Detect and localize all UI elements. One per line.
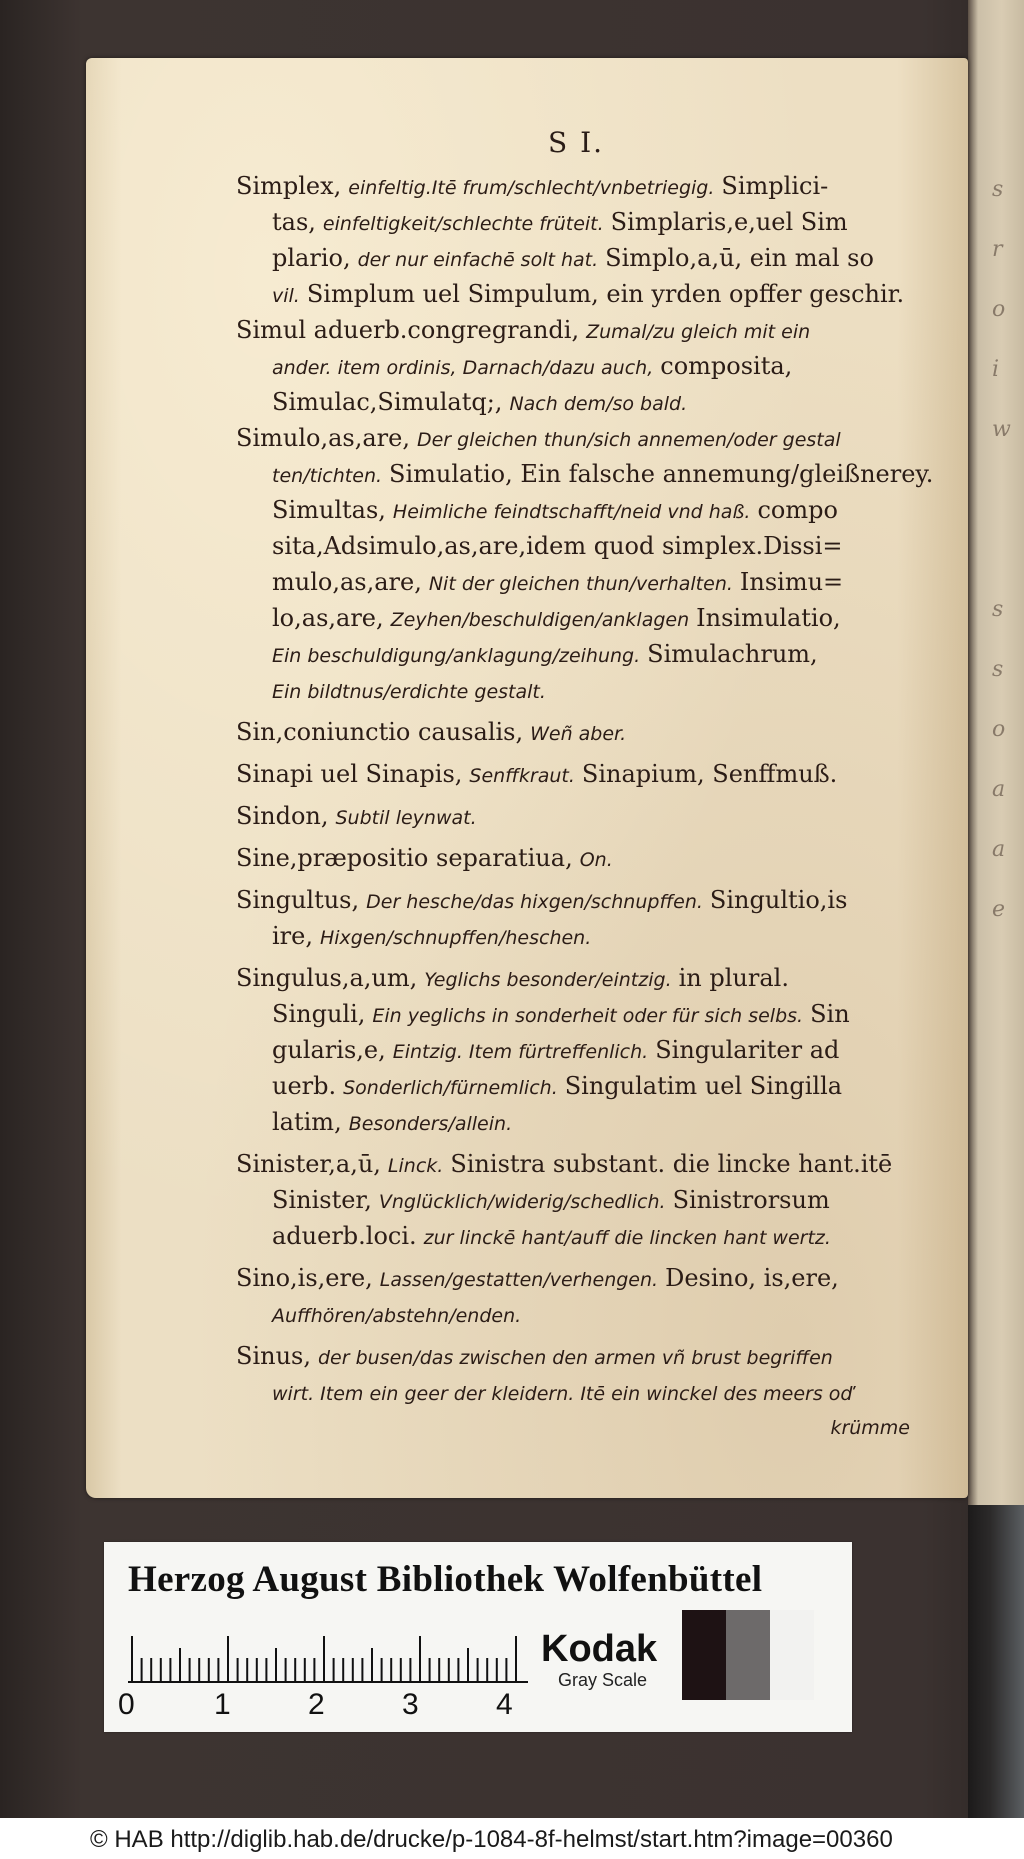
text-line [236,240,916,276]
latin-term: Simplo,a,ū, ein mal so [605,244,874,272]
latin-term: Simulatio, Ein falsche annemung/gleißnerey. [389,460,934,488]
german-gloss: Ein beschuldigung/anklagung/zeihung. [272,645,641,667]
german-gloss: einfeltigkeit/schlechte früteit. [322,213,604,235]
gray-swatch-mid [726,1610,770,1700]
latin-term: Simplex, [236,172,342,200]
latin-term: Sindon, [236,802,329,830]
german-gloss: Senffkraut. [469,765,575,787]
text-line [236,456,934,492]
german-gloss: ander. item ordinis, Darnach/dazu auch, [272,357,654,379]
german-gloss: Eintzig. Item fürtreffenlich. [392,1041,649,1063]
text-line [236,996,916,1032]
text-line [236,1296,916,1332]
latin-term: Sino,is,ere, [236,1264,373,1292]
copyright-link[interactable]: © HAB http://diglib.hab.de/drucke/p-1084-8f-helmst/start.htm?image=00360 [90,1826,893,1853]
color-calibration-card [104,1542,852,1732]
latin-term: Singultio,is [709,886,848,914]
german-gloss: der nur einfachē solt hat. [357,249,599,271]
latin-term: uerb. [272,1072,337,1100]
latin-term: compo [757,496,838,524]
latin-term: Singulatim uel Singilla [564,1072,843,1100]
german-gloss: ten/tichten. [272,465,383,487]
library-name: Herzog August Bibliothek Wolfenbüttel [128,1559,763,1600]
text-line [236,204,916,240]
text-line [236,1218,916,1254]
latin-term: plario, [272,244,351,272]
dictionary-text-block [236,168,934,1446]
german-gloss: Lassen/gestatten/verhengen. [379,1269,659,1291]
latin-term: Simultas, [272,496,386,524]
text-line [236,1068,916,1104]
text-line [236,1104,916,1140]
ruler-number-1: 1 [214,1688,231,1721]
latin-term: aduerb.loci. [272,1222,417,1250]
latin-term: Insimu= [739,568,844,596]
german-gloss: Sonderlich/fürnemlich. [343,1077,558,1099]
german-gloss: Hixgen/schnupffen/heschen. [319,927,592,949]
text-line [236,1182,916,1218]
german-gloss: Der hesche/das hixgen/schnupffen. [366,891,703,913]
latin-term: Simulachrum, [647,640,818,668]
text-line [236,168,916,204]
german-gloss: Nach dem/so bald. [509,393,688,415]
text-line [236,672,916,708]
text-line [236,756,916,792]
latin-term: in plural. [678,964,789,992]
text-line [236,564,916,600]
german-gloss: zur linckē hant/auff die lincken hant wertz. [423,1227,831,1249]
text-line [236,960,916,996]
latin-term: Singulariter ad [655,1036,840,1064]
german-gloss: der busen/das zwischen den armen vñ brust begriffen [317,1347,833,1369]
kodak-logo: Kodak [541,1628,658,1670]
german-gloss: wirt. Item ein geer der kleidern. Itē ein winckel des meers oď [272,1383,853,1405]
latin-term: Insimulatio, [696,604,841,632]
text-line [236,1146,916,1182]
latin-term: Simplum uel Simpulum, ein yrden opffer geschir. [306,280,905,308]
ruler-number-2: 2 [308,1688,325,1721]
latin-term: Sinister,a,ū, [236,1150,381,1178]
gray-swatch-dark [682,1610,726,1700]
latin-term: Simul aduerb.congregrandi, [236,316,580,344]
german-gloss: Vnglücklich/widerig/schedlich. [378,1191,666,1213]
measurement-ruler [128,1634,528,1686]
text-line [236,276,916,312]
text-line [236,1260,916,1296]
german-gloss: Heimliche feindtschafft/neid vnd haß. [392,501,751,523]
gray-scale-label: Gray Scale [558,1670,648,1690]
german-gloss: Ein bildtnus/erdichte gestalt. [272,681,546,703]
german-gloss: On. [579,849,613,871]
latin-term: sita,Adsimulo,as,are,idem quod simplex.Dissi= [272,532,843,560]
text-line [236,1338,916,1374]
german-gloss: Ein yeglichs in sonderheit oder für sich selbs. [372,1005,804,1027]
catchword: krümme [830,1417,910,1439]
latin-term: Sinus, [236,1342,311,1370]
latin-term: mulo,as,are, [272,568,422,596]
german-gloss: Yeglichs besonder/eintzig. [424,969,672,991]
latin-term: Desino, is,ere, [665,1264,839,1292]
text-line [236,798,916,834]
latin-term: tas, [272,208,316,236]
german-gloss: Subtil leynwat. [335,807,477,829]
text-line [236,348,916,384]
german-gloss: vil. [272,285,300,307]
adjacent-page-fragments: s r o i w s s o a a e [992,177,1011,922]
text-line [236,420,916,456]
text-line [236,528,916,564]
text-line [236,714,916,750]
latin-term: Sin [810,1000,850,1028]
latin-term: Simulac,Simulatq;, [272,388,503,416]
text-line [236,384,916,420]
latin-term: Simulo,as,are, [236,424,410,452]
text-line [236,1032,916,1068]
german-gloss: einfeltig.Itē frum/schlecht/vnbetriegig. [348,177,715,199]
text-line [236,636,916,672]
latin-term: lo,as,are, [272,604,384,632]
latin-term: gularis,e, [272,1036,386,1064]
german-gloss: Linck. [387,1155,444,1177]
german-gloss: Zumal/zu gleich mit ein [586,321,811,343]
latin-term: Singuli, [272,1000,366,1028]
text-line [236,882,916,918]
text-line [236,1374,916,1410]
german-gloss: Weñ aber. [530,723,627,745]
gray-swatch-light [770,1610,814,1700]
latin-term: Sinistrorsum [672,1186,830,1214]
text-line [236,492,916,528]
german-gloss: Nit der gleichen thun/verhalten. [428,573,733,595]
latin-term: Singultus, [236,886,360,914]
latin-term: Simplaris,e,uel Sim [610,208,848,236]
latin-term: Sinistra substant. die lincke hant.itē [450,1150,893,1178]
latin-term: Simplici- [721,172,829,200]
latin-term: Sinapium, Senffmuß. [581,760,838,788]
german-gloss: Besonders/allein. [348,1113,513,1135]
text-line [236,918,916,954]
footer-bar [0,1818,1024,1859]
text-line [236,840,916,876]
latin-term: composita, [660,352,793,380]
text-line [236,600,916,636]
text-line [236,312,916,348]
latin-term: Sine,præpositio separatiua, [236,844,573,872]
latin-term: Sinister, [272,1186,372,1214]
latin-term: Sinapi uel Sinapis, [236,760,463,788]
ruler-number-4: 4 [496,1688,513,1721]
ruler-number-3: 3 [402,1688,419,1721]
adjacent-binding-shadow [968,1505,1024,1818]
german-gloss: Der gleichen thun/sich annemen/oder gestal [416,429,841,451]
page-number: S I. [548,126,605,159]
ruler-number-0: 0 [118,1688,135,1721]
german-gloss: Auffhören/abstehn/enden. [272,1305,522,1327]
german-gloss: Zeyhen/beschuldigen/anklagen [390,609,690,631]
latin-term: Singulus,a,um, [236,964,418,992]
latin-term: ire, [272,922,313,950]
latin-term: latim, [272,1108,342,1136]
latin-term: Sin,coniunctio causalis, [236,718,524,746]
